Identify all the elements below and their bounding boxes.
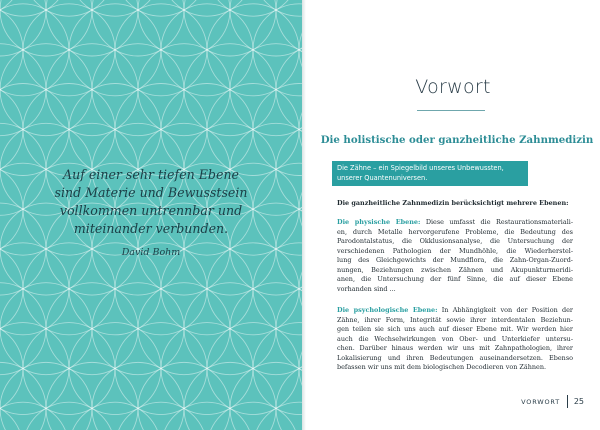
- highlight-box: [332, 161, 528, 186]
- quote-author: David Bohm: [121, 247, 181, 258]
- paragraph-line: auch die Wechselwirkungen von Ober- und Unterkiefer untersu-: [337, 334, 573, 343]
- paragraph-line: Die physische Ebene: Diese umfasst die Restaurationsmateriali-: [337, 218, 573, 226]
- intro-text: Die ganzheitliche Zahnmedizin berücksichtigt mehrere Ebenen:: [337, 199, 569, 207]
- paragraph-line: nungen, Beziehungen zwischen Zähnen und Akupunkturmeridi-: [337, 265, 573, 274]
- paragraph-line: Parodontalstatus, die Okklusionsanalyse, die Untersuchung der: [337, 237, 573, 246]
- chapter-title: Vorwort: [415, 76, 491, 98]
- section-subtitle: Die holistische oder ganzheitliche Zahnmedizin: [320, 134, 594, 146]
- paragraph-line: Die psychologische Ebene: In Abhängigkeit von der Position der: [337, 306, 573, 314]
- paragraph-line: en, durch Metalle hervorgerufene Probleme, die Bedeutung des: [337, 227, 573, 236]
- footer-section-label: VORWORT: [521, 398, 560, 406]
- paragraph-line: Zähne, ihrer Form, Integrität sowie ihrer interdentalen Beziehun-: [337, 315, 573, 324]
- psychological-level-term: Die psychologische Ebene:: [337, 306, 438, 314]
- paragraph-line: anen, die Untersuchung der fünf Sinne, die auf dieser Ebene: [337, 275, 573, 284]
- footer-separator: [567, 395, 568, 408]
- physical-level-paragraph: [337, 218, 573, 294]
- paragraph-line: lung des Gleichgewichts der Mundflora, die Zahn-Organ-Zuord-: [337, 256, 573, 265]
- quote-text: Auf einer sehr tiefen Ebene sind Materie und Bewusstsein vollkommen untrennbar und miteinander verbunden.: [54, 167, 248, 236]
- paragraph-line: gen teilen sie sich uns auch auf dieser Ebene mit. Wir werden hier: [337, 325, 573, 334]
- paragraph-line: verschiedenen Pathologien der Mundhöhle, die Wiederherstel-: [337, 246, 573, 255]
- page-number: 25: [573, 397, 584, 406]
- highlight-line-1: Die Zähne – ein Spiegelbild unseres Unbewussten,: [337, 164, 504, 172]
- paragraph-line: befassen wir uns mit dem biologischen Decodieren von Zähnen.: [337, 363, 547, 372]
- psychological-level-paragraph: [337, 306, 573, 373]
- title-divider: [417, 110, 485, 111]
- quote-block: [10, 166, 292, 258]
- paragraph-line: chen. Darüber hinaus werden wir uns mit Zahnpathologien, ihrer: [337, 344, 573, 353]
- paragraph-line: Lokalisierung und ihren Bedeutungen auseinandersetzen. Ebenso: [337, 353, 573, 362]
- intro-paragraph: [337, 199, 573, 209]
- physical-level-term: Die physische Ebene:: [337, 218, 421, 226]
- paragraph-line: vorhanden sind ...: [337, 284, 396, 293]
- right-page: [306, 0, 600, 430]
- highlight-line-2: unserer Quantenuniversen.: [337, 173, 428, 182]
